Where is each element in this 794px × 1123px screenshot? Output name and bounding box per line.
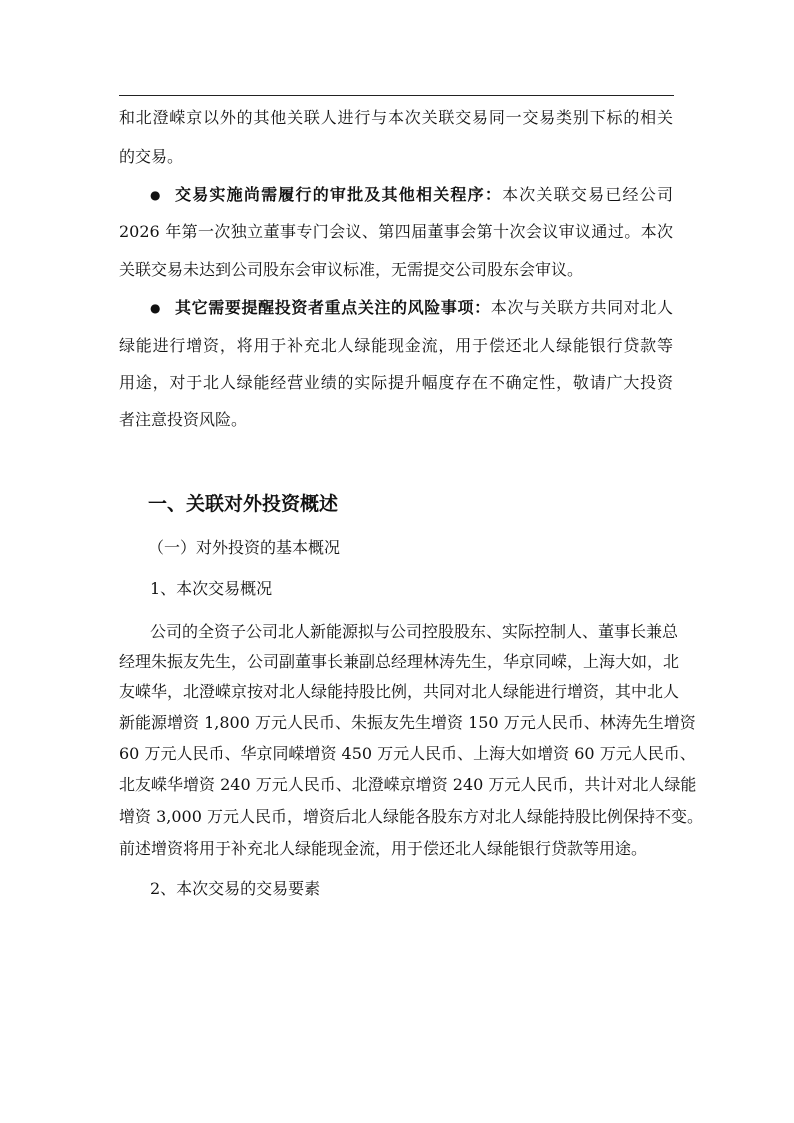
bullet-icon: ● xyxy=(150,188,161,202)
paragraph-line: 前述增资将用于补充北人绿能现金流，用于偿还北人绿能银行贷款等用途。 xyxy=(119,839,648,858)
bullet-approval-line: 2026 年第一次独立董事专门会议、第四届董事会第十次会议审议通过。本次 xyxy=(119,222,673,241)
intro-line: 和北澄嵘京以外的其他关联人进行与本次关联交易同一交易类别下标的相关 xyxy=(119,108,673,127)
paragraph-line: 新能源增资 1,800 万元人民币、朱振友先生增资 150 万元人民币、林涛先生增资 xyxy=(119,713,696,732)
paragraph-line: 公司的全资子公司北人新能源拟与公司控股股东、实际控制人、董事长兼总 xyxy=(150,622,679,641)
bullet-risk-label: 其它需要提醒投资者重点关注的风险事项： xyxy=(175,298,491,317)
item-heading: 2、本次交易的交易要素 xyxy=(150,879,321,898)
section-heading: 一、关联对外投资概述 xyxy=(148,493,339,515)
bullet-icon: ● xyxy=(150,301,161,315)
bullet-risk-first-line xyxy=(175,298,673,318)
paragraph-line: 经理朱振友先生，公司副董事长兼副总经理林涛先生，华京同嵘，上海大如，北 xyxy=(119,652,680,671)
paragraph-line: 北友嵘华增资 240 万元人民币、北澄嵘京增资 240 万元人民币，共计对北人绿能 xyxy=(119,775,697,794)
paragraph-line: 60 万元人民币、华京同嵘增资 450 万元人民币、上海大如增资 60 万元人民币、 xyxy=(119,744,696,763)
bullet-risk-line: 绿能进行增资，将用于补充北人绿能现金流，用于偿还北人绿能银行贷款等 xyxy=(119,336,673,355)
bullet-approval-text: 本次关联交易已经公司 xyxy=(502,185,673,204)
bullet-approval-line: 关联交易未达到公司股东会审议标准，无需提交公司股东会审议。 xyxy=(119,260,584,279)
paragraph-line: 友嵘华，北澄嵘京按对北人绿能持股比例，共同对北人绿能进行增资，其中北人 xyxy=(119,682,680,701)
subsection-heading: （一）对外投资的基本概况 xyxy=(148,538,341,557)
bullet-approval-label: 交易实施尚需履行的审批及其他相关程序： xyxy=(175,185,503,204)
intro-line: 的交易。 xyxy=(119,147,184,166)
bullet-approval-first-line xyxy=(175,185,673,205)
bullet-risk-line: 者注意投资风险。 xyxy=(119,410,248,429)
paragraph-line: 增资 3,000 万元人民币，增资后北人绿能各股东方对北人绿能持股比例保持不变。 xyxy=(119,807,703,826)
bullet-risk-text: 本次与关联方共同对北人 xyxy=(490,298,673,317)
item-heading: 1、本次交易概况 xyxy=(150,579,273,598)
bullet-risk-line: 用途，对于北人绿能经营业绩的实际提升幅度存在不确定性，敬请广大投资 xyxy=(119,373,673,392)
header-rule xyxy=(119,95,674,96)
